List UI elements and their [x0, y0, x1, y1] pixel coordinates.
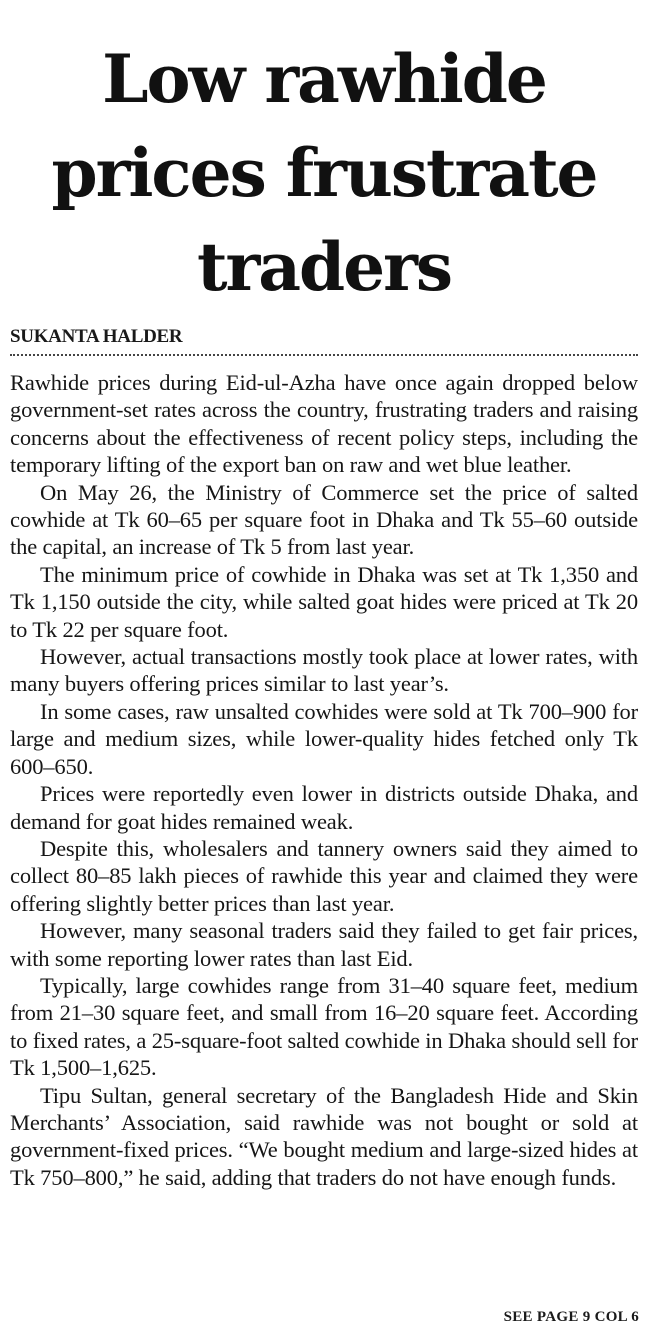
- paragraph: Typically, large cowhides range from 31–40 square feet, medium from 21–30 square feet, and small from 16–20 square feet. According to fixed rates, a 25-square-foot salted cowhide in Dhaka should sell for Tk 1,500–1,625.: [10, 972, 638, 1081]
- paragraph: In some cases, raw unsalted cowhides were sold at Tk 700–900 for large and medium sizes, while lower-quality hides fetched only Tk 600–650.: [10, 698, 638, 779]
- paragraph: On May 26, the Ministry of Commerce set the price of salted cowhide at Tk 60–65 per square foot in Dhaka and Tk 55–60 outside the capital, an increase of Tk 5 from last year.: [10, 479, 638, 560]
- paragraph: Prices were reportedly even lower in districts outside Dhaka, and demand for goat hides remained weak.: [10, 781, 638, 834]
- byline: SUKANTA HALDER: [10, 326, 183, 347]
- paragraph: Rawhide prices during Eid-ul-Azha have once again dropped below government-set rates across the country, frustrating traders and raising concerns about the effectiveness of recent policy steps, including the temporary lifting of the export ban on raw and wet blue leather.: [10, 370, 638, 478]
- article-body: [10, 369, 638, 1191]
- headline-line: Low rawhide: [102, 40, 546, 118]
- paragraph: However, actual transactions mostly took place at lower rates, with many buyers offering prices similar to last year’s.: [10, 644, 638, 697]
- paragraph: However, many seasonal traders said they failed to get fair prices, with some reporting lower rates than last Eid.: [10, 918, 638, 971]
- paragraph: Tipu Sultan, general secretary of the Bangladesh Hide and Skin Merchants’ Association, said rawhide was not bought or sold at government-fixed prices. “We bought medium and large-sized hides at Tk 750–800,” he said, adding that traders do not have enough funds.: [10, 1082, 638, 1190]
- headline-line: prices frustrate: [51, 134, 597, 212]
- headline-line: traders: [196, 228, 452, 306]
- dotted-divider: [10, 354, 638, 356]
- paragraph: The minimum price of cowhide in Dhaka was set at Tk 1,350 and Tk 1,150 outside the city, while salted goat hides were priced at Tk 20 to Tk 22 per square foot.: [10, 561, 638, 642]
- paragraph: Despite this, wholesalers and tannery owners said they aimed to collect 80–85 lakh pieces of rawhide this year and claimed they were offering slightly better prices than last year.: [10, 835, 638, 916]
- headline: [10, 0, 638, 314]
- article: [10, 0, 638, 1191]
- continuation-line: SEE PAGE 9 COL 6: [503, 1309, 639, 1325]
